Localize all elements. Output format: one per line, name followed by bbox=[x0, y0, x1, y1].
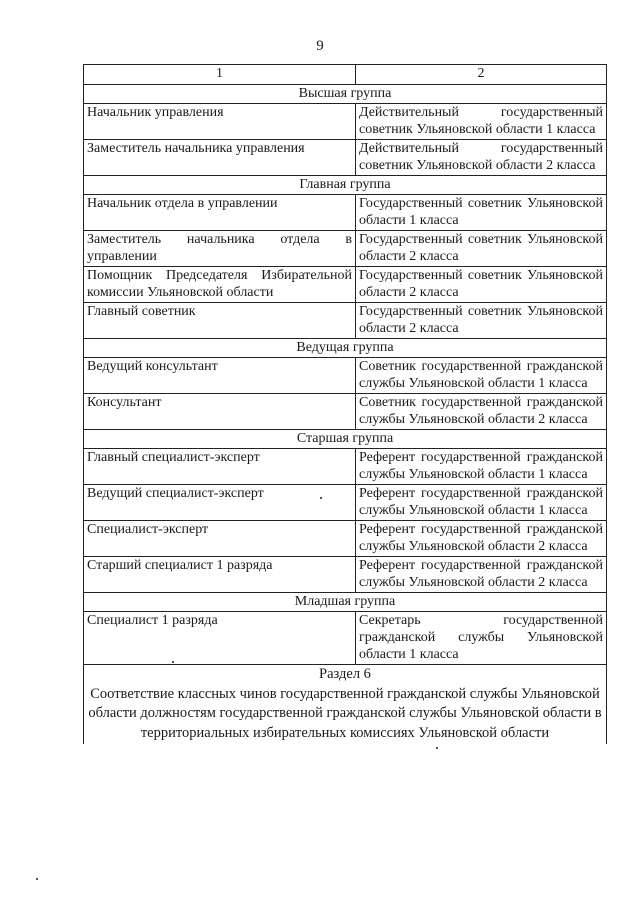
rank-cell: Секретарь государственной гражданской службы Ульяновской области 1 класса bbox=[356, 612, 607, 665]
group-row bbox=[84, 339, 607, 358]
table-row bbox=[84, 140, 607, 176]
table-header-row bbox=[84, 65, 607, 85]
position-cell: Главный специалист-эксперт bbox=[84, 449, 356, 485]
rank-cell: Референт государственной гражданской службы Ульяновской области 1 класса bbox=[356, 485, 607, 521]
scan-speck bbox=[36, 878, 38, 880]
position-cell: Специалист 1 разряда bbox=[84, 612, 356, 665]
position-cell: Главный советник bbox=[84, 303, 356, 339]
position-cell: Консультант bbox=[84, 394, 356, 430]
group-title-leading: Ведущая группа bbox=[84, 339, 607, 358]
section-row bbox=[84, 665, 607, 745]
position-cell: Ведущий специалист-эксперт bbox=[84, 485, 356, 521]
group-title-senior: Старшая группа bbox=[84, 430, 607, 449]
rank-cell: Действительный государственный советник Ульяновской области 1 класса bbox=[356, 104, 607, 140]
group-row bbox=[84, 430, 607, 449]
position-cell: Ведущий консультант bbox=[84, 358, 356, 394]
rank-correspondence-table bbox=[83, 64, 607, 744]
group-title-main: Главная группа bbox=[84, 176, 607, 195]
group-row bbox=[84, 593, 607, 612]
table-row bbox=[84, 485, 607, 521]
rank-cell: Референт государственной гражданской службы Ульяновской области 2 класса bbox=[356, 521, 607, 557]
page-number: 9 bbox=[316, 38, 324, 54]
table-row bbox=[84, 521, 607, 557]
section-cell bbox=[84, 665, 607, 745]
scan-speck bbox=[172, 661, 174, 663]
position-cell: Старший специалист 1 разряда bbox=[84, 557, 356, 593]
column-header-1: 1 bbox=[84, 65, 356, 85]
table-row bbox=[84, 612, 607, 665]
position-cell: Специалист-эксперт bbox=[84, 521, 356, 557]
rank-cell: Референт государственной гражданской службы Ульяновской области 2 класса bbox=[356, 557, 607, 593]
rank-cell: Государственный советник Ульяновской области 2 класса bbox=[356, 231, 607, 267]
table-row bbox=[84, 394, 607, 430]
table-row bbox=[84, 231, 607, 267]
section-number: Раздел 6 bbox=[319, 666, 371, 682]
scan-speck bbox=[436, 747, 438, 749]
position-cell: Заместитель начальника управления bbox=[84, 140, 356, 176]
table-row bbox=[84, 104, 607, 140]
scan-speck bbox=[320, 497, 322, 499]
column-header-2: 2 bbox=[356, 65, 607, 85]
rank-cell: Государственный советник Ульяновской области 1 класса bbox=[356, 195, 607, 231]
rank-cell: Государственный советник Ульяновской области 2 класса bbox=[356, 303, 607, 339]
table-row bbox=[84, 358, 607, 394]
table-row bbox=[84, 303, 607, 339]
position-cell: Помощник Председателя Избирательной комиссии Ульяновской области bbox=[84, 267, 356, 303]
section-title: Соответствие классных чинов государственной гражданской службы Ульяновской области должностям государственной гражданской службы Ульяновской области в территориальных избирательных комиссиях Ульяновской области bbox=[88, 685, 602, 741]
group-row bbox=[84, 176, 607, 195]
position-cell: Начальник отдела в управлении bbox=[84, 195, 356, 231]
rank-cell: Советник государственной гражданской службы Ульяновской области 2 класса bbox=[356, 394, 607, 430]
table-row bbox=[84, 267, 607, 303]
group-row bbox=[84, 85, 607, 104]
rank-cell: Государственный советник Ульяновской области 2 класса bbox=[356, 267, 607, 303]
table-row bbox=[84, 557, 607, 593]
table-row bbox=[84, 195, 607, 231]
table-row bbox=[84, 449, 607, 485]
rank-cell: Действительный государственный советник Ульяновской области 2 класса bbox=[356, 140, 607, 176]
group-title-highest: Высшая группа bbox=[84, 85, 607, 104]
rank-cell: Референт государственной гражданской службы Ульяновской области 1 класса bbox=[356, 449, 607, 485]
position-cell: Заместитель начальника отдела в управлении bbox=[84, 231, 356, 267]
rank-cell: Советник государственной гражданской службы Ульяновской области 1 класса bbox=[356, 358, 607, 394]
group-title-junior: Младшая группа bbox=[84, 593, 607, 612]
position-cell: Начальник управления bbox=[84, 104, 356, 140]
